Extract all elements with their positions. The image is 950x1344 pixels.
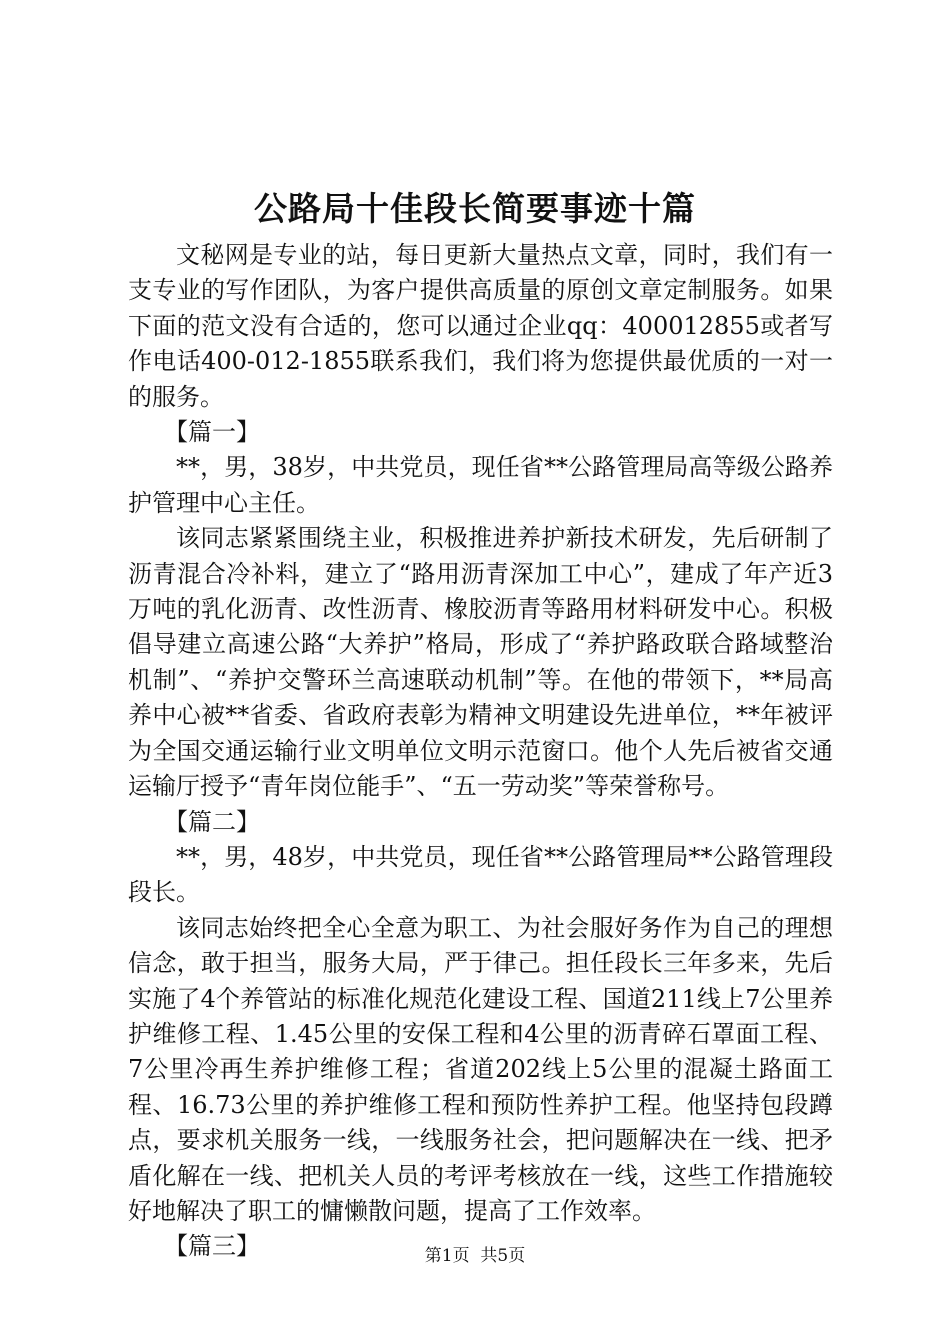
section-2-paragraph-1: **，男，48岁，中共党员，现任省**公路管理局**公路管理段段长。: [128, 842, 833, 907]
section-1-paragraph-1: **，男，38岁，中共党员，现任省**公路管理局高等级公路养护管理中心主任。: [128, 453, 833, 517]
section-heading-2: 【篇二】: [164, 807, 260, 836]
section-1-paragraph-2: 该同志紧紧围绕主业，积极推进养护新技术研发，先后研制了沥青混合冷补料，建立了“路用沥青深加工中心”，建成了年产近3万吨的乳化沥青、改性沥青、橡胶沥青等路用材料研发中心。积极倡导建立高速公路“大养护”格局，形成了“养护路政联合路域整治机制”、“养护交警环兰高速联动机制”等。在他的带领下，**局高养中心被**省委、省政府表彰为精神文明建设先进单位，**年被评为全国交通运输行业文明单位文明示范窗口。他个人先后被省交通运输厅授予“青年岗位能手”、“五一劳动奖”等荣誉称号。: [128, 524, 833, 801]
page-total: 共5页: [480, 1246, 526, 1266]
section-2-paragraph-2: 该同志始终把全心全意为职工、为社会服好务作为自己的理想信念，敢于担当，服务大局，严于律己。担任段长三年多来，先后实施了4个养管站的标准化规范化建设工程、国道211线上7公里养护维修工程、1.45公里的安保工程和4公里的沥青碎石罩面工程、7公里冷再生养护维修工程；省道202线上5公里的混凝土路面工程、16.73公里的养护维修工程和预防性养护工程。他坚持包段蹲点，要求机关服务一线，一线服务社会，把问题解决在一线、把矛盾化解在一线、把机关人员的考评考核放在一线，这些工作措施较好地解决了职工的慵懒散问题，提高了工作效率。: [128, 913, 833, 1225]
document-body: [128, 238, 833, 1265]
section-heading-3: 【篇三】: [164, 1232, 260, 1261]
intro-paragraph: 文秘网是专业的站，每日更新大量热点文章，同时，我们有一支专业的写作团队，为客户提供高质量的原创文章定制服务。如果下面的范文没有合适的，您可以通过企业qq：400012855或者写作电话400-012-1855联系我们，我们将为您提供最优质的一对一的服务。: [128, 241, 833, 411]
section-heading-1: 【篇一】: [164, 418, 260, 447]
page-footer: [0, 1244, 950, 1268]
page-number: 第1页: [424, 1246, 470, 1266]
document-title: 公路局十佳段长简要事迹十篇: [254, 189, 696, 228]
